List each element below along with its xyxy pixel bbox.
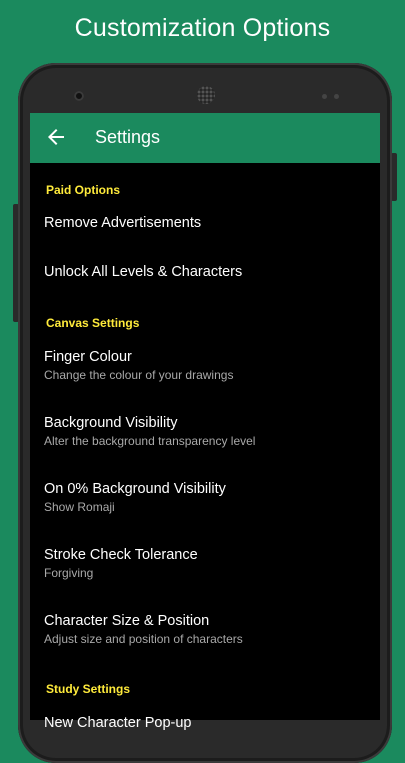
sensor-icon: [334, 94, 339, 99]
app-toolbar: [30, 113, 380, 163]
pref-remove-advertisements[interactable]: [44, 214, 364, 232]
pref-title: Background Visibility: [44, 415, 178, 431]
pref-title: On 0% Background Visibility: [44, 481, 226, 497]
section-header-canvas-settings: Canvas Settings: [46, 316, 140, 330]
sensor-icon: [322, 94, 327, 99]
pref-summary: Adjust size and position of characters: [44, 632, 243, 646]
pref-summary: Change the colour of your drawings: [44, 368, 234, 382]
pref-finger-colour[interactable]: [44, 348, 364, 383]
promo-title: Customization Options: [74, 14, 331, 42]
toolbar-title: Settings: [95, 127, 161, 147]
pref-stroke-check-tolerance[interactable]: [44, 546, 364, 581]
pref-unlock-all-levels[interactable]: [44, 263, 364, 281]
pref-character-size-position[interactable]: [44, 612, 364, 647]
pref-title: Stroke Check Tolerance: [44, 547, 198, 563]
pref-title: New Character Pop-up: [44, 715, 192, 731]
pref-new-character-popup[interactable]: [44, 714, 364, 732]
pref-summary: Forgiving: [44, 566, 94, 580]
pref-zero-background-visibility[interactable]: [44, 480, 364, 515]
pref-title: Finger Colour: [44, 349, 132, 365]
pref-summary: Show Romaji: [44, 500, 115, 514]
pref-title: Unlock All Levels & Characters: [44, 264, 243, 280]
pref-title: Remove Advertisements: [44, 215, 202, 231]
app-screen: [30, 113, 380, 731]
front-camera-icon: [74, 91, 84, 101]
section-header-study-settings: Study Settings: [46, 682, 131, 696]
pref-summary: Alter the background transparency level: [44, 434, 256, 448]
pref-background-visibility[interactable]: [44, 414, 364, 449]
section-header-paid-options: Paid Options: [46, 183, 121, 197]
arrow-left-icon[interactable]: [44, 125, 68, 149]
earpiece-speaker-icon: [197, 86, 215, 104]
pref-title: Character Size & Position: [44, 613, 210, 629]
